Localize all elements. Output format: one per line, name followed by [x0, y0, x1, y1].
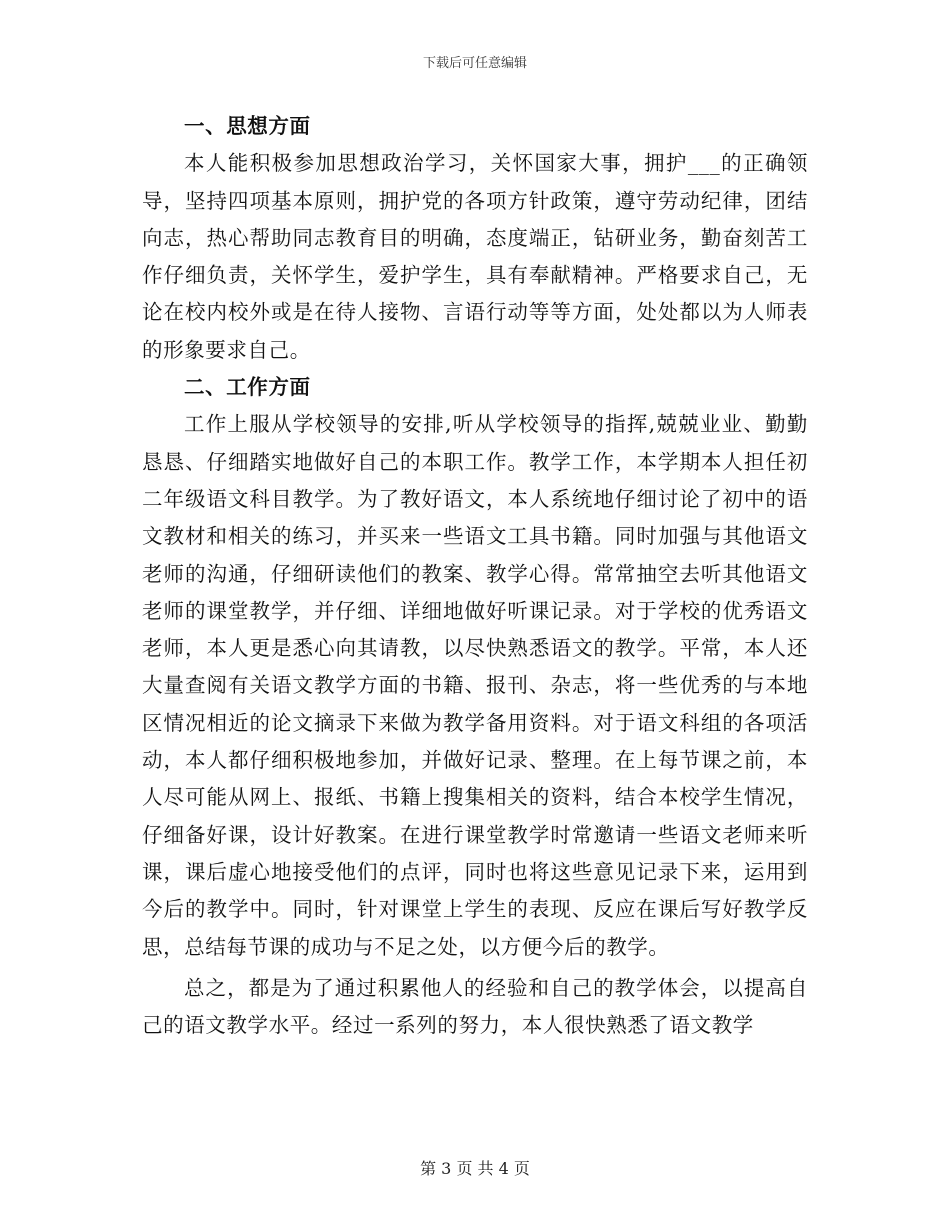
section-heading-thought: 一、思想方面 [184, 114, 311, 138]
page-header: 下载后可任意编辑 [422, 56, 527, 71]
paragraph-summary: 总之，都是为了通过积累他人的经验和自己的教学体会，以提高自己的语文教学水平。经过一系列的努力，本人很快熟悉了语文教学 [142, 975, 808, 1038]
section-heading-work: 二、工作方面 [184, 375, 311, 400]
document-body [142, 108, 808, 1044]
page-footer: 第 3 页 共 4 页 [420, 1159, 530, 1178]
paragraph-thought: 本人能积极参加思想政治学习，关怀国家大事，拥护___的正确领导，坚持四项基本原则，拥护党的各项方针政策，遵守劳动纪律，团结向志，热心帮助同志教育目的明确，态度端正，钻研业务，勤奋刻苦工作仔细负责，关怀学生，爱护学生，具有奉献精神。严格要求自己，无论在校内校外或是在待人接物、言语行动等等方面，处处都以为人师表的形象要求自己。 [142, 151, 808, 362]
paragraph-work: 工作上服从学校领导的安排,听从学校领导的指挥,兢兢业业、勤勤恳恳、仔细踏实地做好自己的本职工作。教学工作，本学期本人担任初二年级语文科目教学。为了教好语文，本人系统地仔细讨论了初中的语文教材和相关的练习，并买来一些语文工具书籍。同时加强与其他语文老师的沟通，仔细研读他们的教案、教学心得。常常抽空去听其他语文老师的课堂教学，并仔细、详细地做好听课记录。对于学校的优秀语文老师，本人更是悉心向其请教，以尽快熟悉语文的教学。平常，本人还大量查阅有关语文教学方面的书籍、报刊、杂志，将一些优秀的与本地区情况相近的论文摘录下来做为教学备用资料。对于语文科组的各项活动，本人都仔细积极地参加，并做好记录、整理。在上每节课之前，本人尽可能从网上、报纸、书籍上搜集相关的资料，结合本校学生情况，仔细备好课，设计好教案。在进行课堂教学时常邀请一些语文老师来听课，课后虚心地接受他们的点评，同时也将这些意见记录下来，运用到今后的教学中。同时，针对课堂上学生的表现、反应在课后写好教学反思，总结每节课的成功与不足之处，以方便今后的教学。 [142, 412, 808, 959]
